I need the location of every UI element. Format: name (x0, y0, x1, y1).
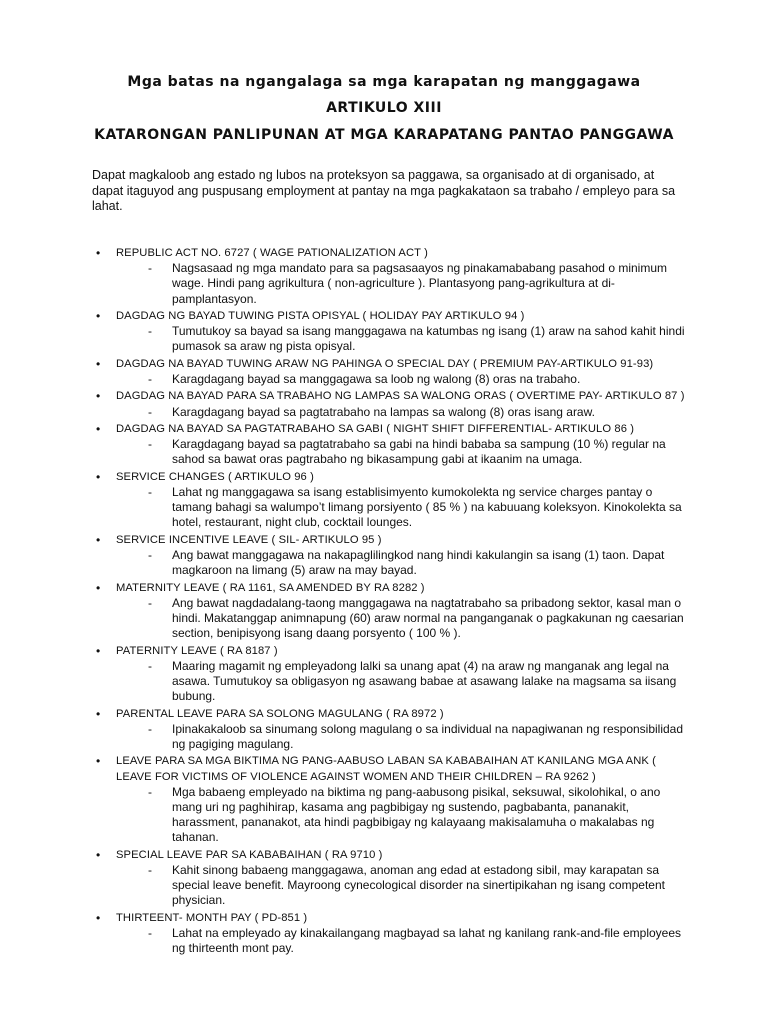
bullet-icon: • (96, 643, 101, 658)
law-detail (148, 595, 692, 642)
law-item (96, 847, 692, 909)
bullet-icon: • (96, 532, 101, 547)
law-title: REPUBLIC ACT NO. 6727 ( WAGE PATIONALIZATION ACT ) (116, 247, 428, 259)
dash-marker: - (148, 547, 152, 562)
law-detail (148, 925, 692, 956)
law-title: SERVICE CHANGES ( ARTIKULO 96 ) (116, 470, 314, 483)
law-detail-text: Karagdagang bayad sa manggagawa sa loob ng walong (8) oras na trabaho. (172, 372, 581, 386)
dash-marker: - (148, 595, 152, 610)
law-title: DAGDAG NA BAYAD TUWING ARAW NG PAHINGA O SPECIAL DAY ( PREMIUM PAY-ARTIKULO 91-93) (116, 357, 654, 370)
law-detail (148, 437, 692, 467)
dash-marker: - (148, 484, 152, 499)
law-detail-text: Ang bawat nagdadalang-taong manggagawa na nagtatrabaho sa pribadong sektor, kasal man o hindi. Makatanggap animnapung (60) araw normal na panganganak o pagkakunan ng caesarian section, benipisyong isang daang porsyento ( 100 % ). (172, 595, 684, 641)
bullet-icon: • (96, 356, 101, 371)
law-item (96, 580, 692, 642)
dash-marker: - (148, 862, 152, 877)
law-details (116, 485, 692, 531)
law-details (116, 722, 692, 752)
dash-marker: - (148, 261, 152, 276)
law-detail-text: Karagdagang bayad sa pagtatrabaho na lampas sa walong (8) oras isang araw. (172, 404, 595, 419)
law-detail (148, 658, 692, 705)
dash-marker: - (148, 721, 152, 736)
law-title: DAGDAG NA BAYAD PARA SA TRABAHO NG LAMPAS SA WALONG ORAS ( OVERTIME PAY- ARTIKULO 87 ) (116, 390, 685, 403)
law-item (96, 532, 692, 579)
law-details (116, 405, 692, 420)
law-title: PATERNITY LEAVE ( RA 8187 ) (116, 644, 278, 657)
law-details (116, 863, 692, 909)
law-title: THIRTEENT- MONTH PAY ( PD-851 ) (116, 911, 308, 924)
law-detail-text: Tumutukoy sa bayad sa isang manggagawa na katumbas ng isang (1) araw na sahod kahit hindi pumasok sa araw ng pista opisyal. (172, 324, 685, 354)
law-detail-text: Maaring magamit ng empleyadong lalki sa unang apat (4) na araw ng manganak ang legal na asawa. Tumutukoy sa obligasyon ng asawang babae at asawang lalake na magsama sa iisang bubung. (172, 658, 677, 704)
law-details (116, 437, 692, 467)
article-title: KATARONGAN PANLIPUNAN AT MGA KARAPATANG PANTAO PANGGAWA (94, 127, 674, 143)
law-list (96, 246, 692, 959)
law-detail (148, 372, 692, 387)
law-item (96, 246, 692, 307)
bullet-icon: • (96, 754, 101, 769)
law-title: DAGDAG NA BAYAD SA PAGTATRABAHO SA GABI ( NIGHT SHIFT DIFFERENTIAL- ARTIKULO 86 ) (116, 422, 635, 435)
document-title: Mga batas na ngangalaga sa mga karapatan ng manggagawa (127, 74, 641, 90)
law-detail (148, 547, 692, 578)
law-item (96, 469, 692, 531)
law-item (96, 643, 692, 705)
law-details (116, 785, 692, 846)
law-detail (148, 404, 692, 420)
bullet-icon: • (96, 910, 101, 925)
law-detail-text: Kahit sinong babaeng manggagawa, anoman ang edad at estadong sibil, may karapatan sa special leave benefit. Mayroong cynecological disorder na sinertipikahan ng isang competent physician. (172, 862, 665, 908)
law-details (116, 926, 692, 956)
bullet-icon: • (96, 706, 101, 721)
law-detail (148, 862, 692, 909)
law-details (116, 261, 692, 307)
dash-marker: - (148, 324, 152, 339)
dash-marker: - (148, 372, 152, 386)
dash-marker: - (148, 925, 152, 940)
law-detail (148, 324, 692, 354)
law-detail (148, 784, 692, 846)
law-title: DAGDAG NG BAYAD TUWING PISTA OPISYAL ( HOLIDAY PAY ARTIKULO 94 ) (116, 310, 525, 322)
intro-paragraph: Dapat magkaloob ang estado ng lubos na proteksyon sa paggawa, sa organisado at di organisado, at dapat itaguyod ang puspusang employment at pantay na mga pagkakataon sa trabaho / empleyo para sa lahat. (92, 168, 676, 213)
law-title: LEAVE PARA SA MGA BIKTIMA NG PANG-AABUSO LABAN SA KABABAIHAN AT KANILANG MGA ANK ( LEAVE FOR VICTIMS OF VIOLENCE AGAINST WOMEN AND THEIR CHILDREN – RA 9262 ) (116, 755, 656, 783)
law-item (96, 910, 692, 957)
law-detail-text: Karagdagang bayad sa pagtatrabaho sa gabi na hindi bababa sa sampung (10 %) regular na sahod sa bawat oras pagtrabaho ng bikasampung gabi at ikaanim na umaga. (172, 437, 666, 467)
law-detail-text: Ang bawat manggagawa na nakapaglilingkod nang hindi kakulangin sa isang (1) taon. Dapat magkaroon na limang (5) araw na may bayad. (172, 547, 665, 578)
law-detail-text: Lahat ng manggagawa sa isang establisimyento kumokolekta ng service charges pantay o tamang bahagi sa walumpo’t limang porsiyento ( 85 % ) na kabuuang koleksyon. Kinokolekta sa hotel, restaurant, night club, cocktail lounges. (172, 484, 682, 530)
law-item (96, 356, 692, 387)
law-item (96, 421, 692, 468)
dash-marker: - (148, 784, 152, 799)
law-detail-text: Mga babaeng empleyado na biktima ng pang-aabusong pisikal, seksuwal, sikolohikal, o ano mang uri ng paghihirap, kasama ang pagbibigay ng sustendo, pagbabanta, pananakit, harassment, pananakot, ata hindi pagbibigay ng kalayaang makisalamuha o makalabas ng tahanan. (172, 784, 661, 845)
law-title: SPECIAL LEAVE PAR SA KABABAIHAN ( RA 9710 ) (116, 848, 383, 861)
bullet-icon: • (96, 580, 101, 595)
law-detail-text: Ipinakakaloob sa sinumang solong magulang o sa individual na napagiwanan ng responsibilidad ng pagiging magulang. (172, 721, 684, 751)
law-title: MATERNITY LEAVE ( RA 1161, SA AMENDED BY RA 8282 ) (116, 581, 425, 594)
law-item (96, 309, 692, 355)
article-number: ARTIKULO XIII (326, 100, 442, 116)
law-details (116, 596, 692, 642)
law-detail (148, 721, 692, 752)
law-detail (148, 261, 692, 307)
law-detail (148, 484, 692, 531)
law-item (96, 389, 692, 419)
law-details (116, 548, 692, 578)
dash-marker: - (148, 404, 152, 419)
bullet-icon: • (96, 847, 101, 862)
law-details (116, 659, 692, 705)
bullet-icon: • (96, 421, 101, 436)
law-item (96, 754, 692, 845)
bullet-icon: • (96, 309, 101, 323)
law-title: SERVICE INCENTIVE LEAVE ( SIL- ARTIKULO 95 ) (116, 533, 382, 546)
law-item (96, 706, 692, 753)
law-title: PARENTAL LEAVE PARA SA SOLONG MAGULANG ( RA 8972 ) (116, 707, 444, 720)
law-detail-text: Lahat na empleyado ay kinakailangang magbayad sa lahat ng kanilang rank-and-file employees ng thirteenth mont pay. (172, 925, 682, 956)
bullet-icon: • (96, 389, 101, 404)
law-details (116, 324, 692, 354)
dash-marker: - (148, 437, 152, 452)
law-details (116, 372, 692, 387)
law-detail-text: Nagsasaad ng mga mandato para sa pagsasaayos ng pinakamababang pasahod o minimum wage. Hindi pang agrikultura ( non-agriculture ). Plantasyong pang-agrikultura at di-pamplantasyon. (172, 261, 667, 306)
bullet-icon: • (96, 469, 101, 484)
dash-marker: - (148, 658, 152, 673)
bullet-icon: • (96, 246, 101, 260)
